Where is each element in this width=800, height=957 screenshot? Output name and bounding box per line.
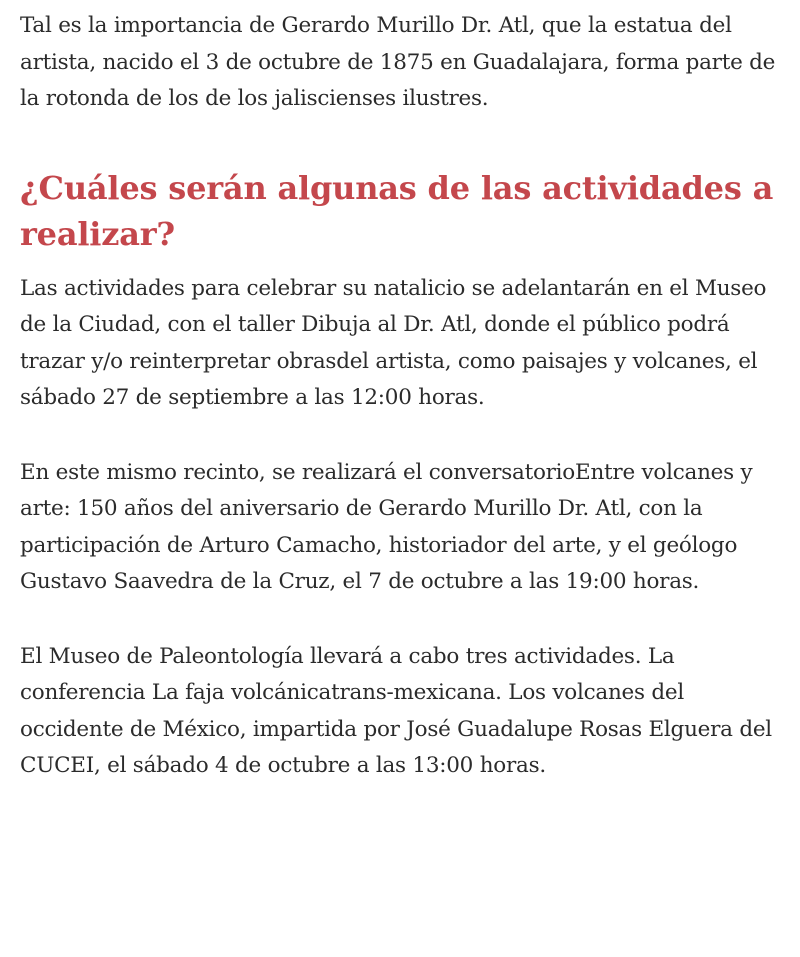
section-heading: ¿Cuáles serán algunas de las actividades a realizar? [20,168,774,253]
intro-paragraph: Tal es la importancia de Gerardo Murillo Dr. Atl, que la estatua del artista, nacido el 3 de octubre de 1875 en Guadalajara, forma parte de la rotonda de los de los jaliscienses ilustres. [20,13,776,111]
activities-paragraph-1: Las actividades para celebrar su natalicio se adelantarán en el Museo de la Ciudad, con el taller Dibuja al Dr. Atl, donde el público podrá trazar y/o reinterpretar obrasdel artista, como paisajes y volcanes, el sábado 27 de septiembre a las 12:00 horas. [20,275,767,410]
activities-paragraph-3: El Museo de Paleontología llevará a cabo tres actividades. La conferencia La faja volcánicatrans-mexicana. Los volcanes del occidente de México, impartida por José Guadalupe Rosas Elguera del CUCEI, el sábado 4 de octubre a las 13:00 horas. [20,643,772,778]
activities-paragraph-2: En este mismo recinto, se realizará el conversatorioEntre volcanes y arte: 150 años del aniversario de Gerardo Murillo Dr. Atl, con la participación de Arturo Camacho, historiador del arte, y el geólogo Gustavo Saavedra de la Cruz, el 7 de octubre a las 19:00 horas. [20,459,753,594]
